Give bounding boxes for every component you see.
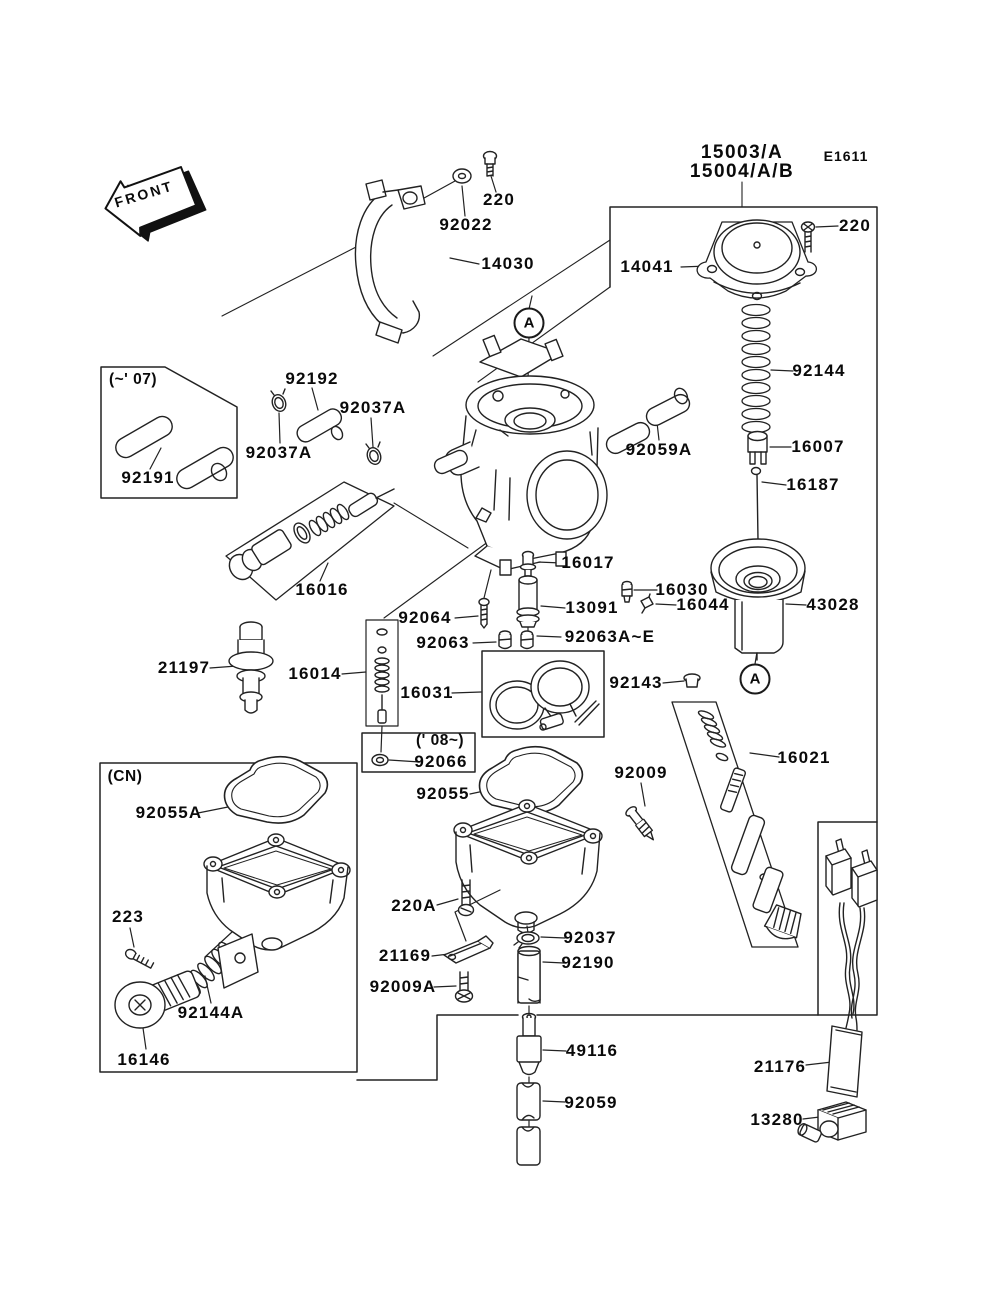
part-label-92144A: 92144A xyxy=(177,1003,245,1022)
part-label-92191: 92191 xyxy=(121,468,175,487)
part-92190-tube xyxy=(518,947,540,1004)
part-carburetor-body xyxy=(432,335,607,575)
part-label-16007: 16007 xyxy=(791,437,845,456)
part-label-92064: 92064 xyxy=(398,608,452,627)
part-label-92037A-right: 92037A xyxy=(339,398,407,417)
part-92144-spring xyxy=(742,305,770,433)
part-92037A-clamp-left xyxy=(270,389,288,413)
part-label-16030: 16030 xyxy=(655,580,709,599)
part-label-16016: 16016 xyxy=(295,580,349,599)
part-label-note-from-08: (' 08~) xyxy=(415,732,465,749)
part-label-title-line-1: 15003/A xyxy=(700,142,784,163)
part-label-43028: 43028 xyxy=(806,595,860,614)
part-label-92059A: 92059A xyxy=(625,440,693,459)
part-223-screw xyxy=(124,948,154,970)
part-92064-screw xyxy=(479,599,489,629)
part-label-92143: 92143 xyxy=(609,673,663,692)
part-label-16146: 16146 xyxy=(117,1050,171,1069)
part-label-92192: 92192 xyxy=(285,369,339,388)
part-label-21197: 21197 xyxy=(157,658,211,677)
part-label-title-line-2: 15004/A/B xyxy=(689,161,795,182)
part-label-49116: 49116 xyxy=(565,1041,619,1060)
part-21169-pivot xyxy=(444,936,493,963)
part-label-92063: 92063 xyxy=(416,633,470,652)
part-92055A-gasket xyxy=(225,757,328,823)
part-220-screw-mid xyxy=(484,152,497,177)
part-label-92063A-E: 92063A~E xyxy=(564,627,656,646)
part-13280-holder xyxy=(796,1102,866,1143)
part-label-92037A-left: 92037A xyxy=(245,443,313,462)
part-16007-retainer xyxy=(748,432,767,465)
part-21197-fitting xyxy=(229,622,273,713)
part-label-223: 223 xyxy=(112,907,144,926)
part-92063AE-jet xyxy=(521,631,533,649)
part-label-220-mid: 220 xyxy=(483,190,515,209)
part-16021-plunger xyxy=(697,709,804,943)
part-label-92190: 92190 xyxy=(561,953,615,972)
part-label-16044: 16044 xyxy=(676,595,730,614)
part-label-92066: 92066 xyxy=(414,752,468,771)
part-92192-tube xyxy=(294,406,345,445)
part-label-92055A: 92055A xyxy=(135,803,203,822)
part-14041-cap xyxy=(697,220,816,300)
part-label-92059: 92059 xyxy=(564,1093,618,1112)
part-label-92037: 92037 xyxy=(563,928,617,947)
part-label-14041: 14041 xyxy=(620,257,674,276)
part-16187-needle xyxy=(752,468,761,541)
part-label-92009: 92009 xyxy=(614,763,668,782)
part-21176-sensor xyxy=(826,839,877,1097)
part-label-page-code: E1611 xyxy=(823,148,869,164)
part-16031-assembly xyxy=(490,661,599,730)
part-16017-valve xyxy=(521,552,536,577)
part-label-92144: 92144 xyxy=(792,361,846,380)
part-label-16187: 16187 xyxy=(786,475,840,494)
detail-a-bottom-marker: A xyxy=(740,664,771,695)
part-cn-float-bowl xyxy=(204,834,350,950)
part-label-note-before-07: (~' 07) xyxy=(108,371,158,388)
part-92009A-screw xyxy=(456,972,473,1002)
part-220A-screw xyxy=(459,880,474,916)
part-92037A-clamp-right xyxy=(365,442,383,466)
part-92022-washer xyxy=(453,169,471,183)
part-label-92022: 92022 xyxy=(439,215,493,234)
part-label-16031: 16031 xyxy=(400,683,454,702)
part-92143-cap xyxy=(684,674,700,687)
part-49116-valve xyxy=(517,1014,541,1075)
front-badge-label: FRONT xyxy=(112,177,176,211)
part-label-16014: 16014 xyxy=(288,664,342,683)
part-float-bowl xyxy=(454,800,602,933)
part-label-16017: 16017 xyxy=(561,553,615,572)
part-label-92055: 92055 xyxy=(416,784,470,803)
part-92066-washer xyxy=(372,755,388,766)
part-label-220-top: 220 xyxy=(839,216,871,235)
part-label-note-cn: (CN) xyxy=(107,768,143,785)
part-92037-clamp xyxy=(514,932,539,948)
part-label-13091: 13091 xyxy=(565,598,619,617)
part-label-14030: 14030 xyxy=(481,254,535,273)
part-16030-needle-jet xyxy=(622,582,632,603)
part-label-21176: 21176 xyxy=(753,1057,807,1076)
part-16014-set xyxy=(375,629,389,723)
detail-a-top-marker: A xyxy=(514,308,545,339)
part-label-21169: 21169 xyxy=(378,946,432,965)
part-14030-cover xyxy=(355,180,425,343)
part-220-screw-top xyxy=(802,222,815,252)
part-label-16021: 16021 xyxy=(777,748,831,767)
part-label-13280: 13280 xyxy=(750,1110,804,1129)
part-label-220A: 220A xyxy=(391,896,437,915)
part-92009-jet xyxy=(624,805,658,844)
part-13091-holder xyxy=(517,576,539,627)
part-label-92009A: 92009A xyxy=(369,977,437,996)
part-16044-clip xyxy=(641,594,653,613)
part-92063-jet xyxy=(499,631,511,649)
